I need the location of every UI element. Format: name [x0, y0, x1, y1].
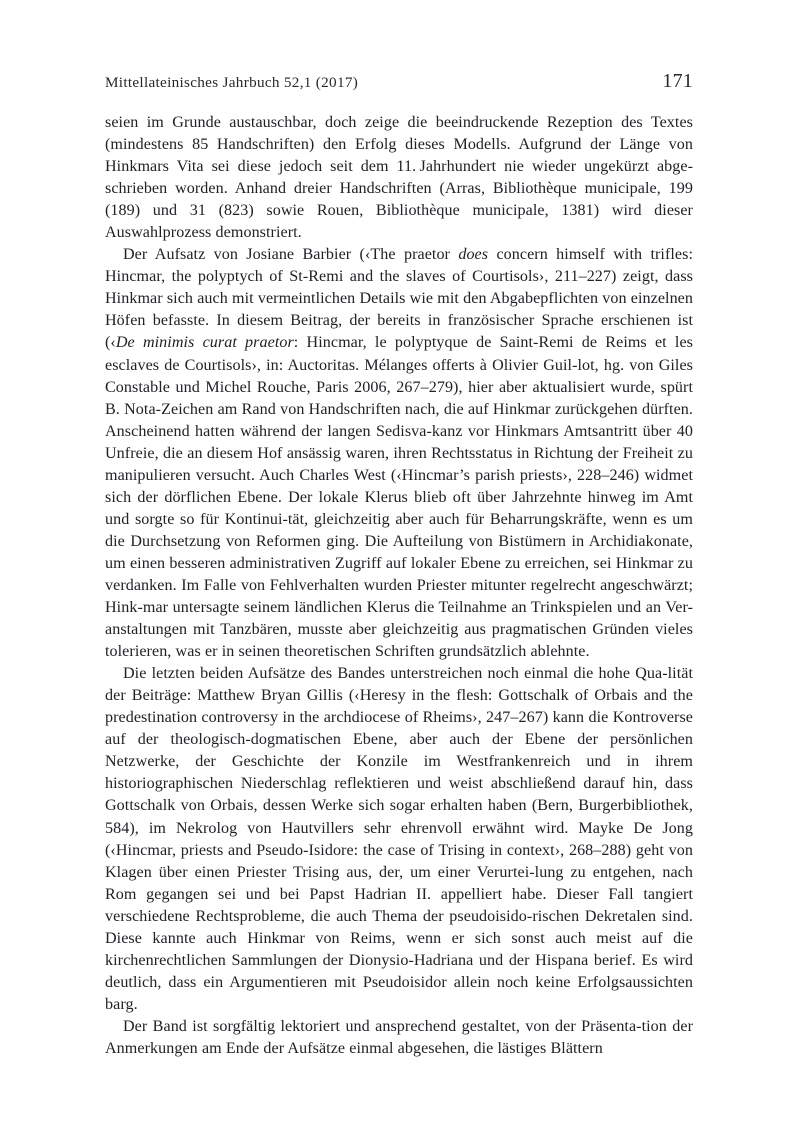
- paragraph: Der Aufsatz von Josiane Barbier (‹The praetor does concern himself with trifles: Hincmar, the polyptych of St-Remi and the slaves of Courtisols›, 211–227) zeigt, dass Hinkmar sich auch mit vermeintlichen Details wie mit den Abgabepflichten von einzelnen Höfen befasste. In diesem Beitrag, der bereits in französischer Sprache erschienen ist (‹De minimis curat praetor: Hincmar, le polyptyque de Saint-Remi de Reims et les esclaves de Courtisols›, in: Auctoritas. Mélanges offerts à Olivier Guil-lot, hg. von Giles Constable und Michel Rouche, Paris 2006, 267–279), hier aber aktualisiert wurde, spürt B. Nota-Zeichen am Rand von Handschriften nach, die auf Hinkmar zurückgehen dürften. Anscheinend hatten während der langen Sedisva-kanz vor Hinkmars Amtsantritt über 40 Unfreie, die an diesem Hof ansässig waren, ihren Rechtsstatus in Richtung der Freiheit zu manipulieren versucht. Auch Charles West (‹Hincmar’s parish priests›, 228–246) widmet sich der dörflichen Ebene. Der lokale Klerus blieb oft über Jahrzehnte hinweg im Amt und sorgte so für Kontinui-tät, gleichzeitig aber auch für Beharrungskräfte, wenn es um die Durchsetzung von Reformen ging. Die Aufteilung von Bistümern in Archidiakonate, um einen besseren administrativen Zugriff auf lokaler Ebene zu erreichen, sei Hinkmar zu verdanken. Im Falle von Fehlverhalten wurden Priester mitunter regelrecht angeschwärzt; Hink-mar untersagte seinem ländlichen Klerus die Teilnahme an Trinkspielen und an Ver-anstaltungen mit Tanzbären, musste aber gleichzeitig aus pragmatischen Gründen vieles tolerieren, was er in seinen theoretischen Schriften grundsätzlich ablehnte.: [105, 246, 693, 661]
- page-number: 171: [662, 70, 693, 92]
- body-text-block: [105, 112, 693, 1060]
- paragraph: seien im Grunde austauschbar, doch zeige die beeindruckende Rezeption des Textes (mindestens 85 Handschriften) den Erfolg dieses Modells. Aufgrund der Länge von Hinkmars Vita sei diese jedoch seit dem 11. Jahrhundert nie wieder ungekürzt abge-schrieben worden. Anhand dreier Handschriften (Arras, Bibliothèque municipale, 199 (189) und 31 (823) sowie Rouen, Bibliothèque municipale, 1381) wird dieser Auswahlprozess demonstriert.: [105, 114, 693, 242]
- running-head: [105, 69, 693, 93]
- paragraph: Die letzten beiden Aufsätze des Bandes unterstreichen noch einmal die hohe Qua-lität der Beiträge: Matthew Bryan Gillis (‹Heresy in the flesh: Gottschalk of Orbais and the predestination controversy in the archdiocese of Rheims›, 247–267) kann die Kontroverse auf der theologisch-dogmatischen Ebene, aber auch der Ebene der persönlichen Netzwerke, der Geschichte der Konzile im Westfrankenreich und in ihrem historiographischen Niederschlag reflektieren und weist abschließend darauf hin, dass Gottschalk von Orbais, dessen Werke sich sogar erhalten haben (Bern, Burgerbibliothek, 584), im Nekrolog von Hautvillers sehr ehrenvoll erwähnt wird. Mayke De Jong (‹Hincmar, priests and Pseudo-Isidore: the case of Trising in context›, 268–288) geht von Klagen über einen Priester Trising aus, der, um einer Verurtei-lung zu entgehen, nach Rom gegangen sei und bei Papst Hadrian II. appelliert habe. Dieser Fall tangiert verschiedene Rechtsprobleme, die auch Thema der pseudoisido-rischen Dekretalen sind. Diese kannte auch Hinkmar von Reims, wenn er sich sonst auch meist auf die kirchenrechtlichen Sammlungen der Dionysio-Hadriana und der Hispana berief. Es wird deutlich, dass ein Argumentieren mit Pseudoisidor allein noch keine Erfolgsaussichten barg.: [105, 665, 693, 1013]
- paragraph: Der Band ist sorgfältig lektoriert und ansprechend gestaltet, von der Präsenta-tion der Anmerkungen am Ende der Aufsätze einmal abgesehen, die lästiges Blättern: [105, 1017, 693, 1057]
- running-head-journal-title: Mittellateinisches Jahrbuch 52,1 (2017): [105, 74, 359, 91]
